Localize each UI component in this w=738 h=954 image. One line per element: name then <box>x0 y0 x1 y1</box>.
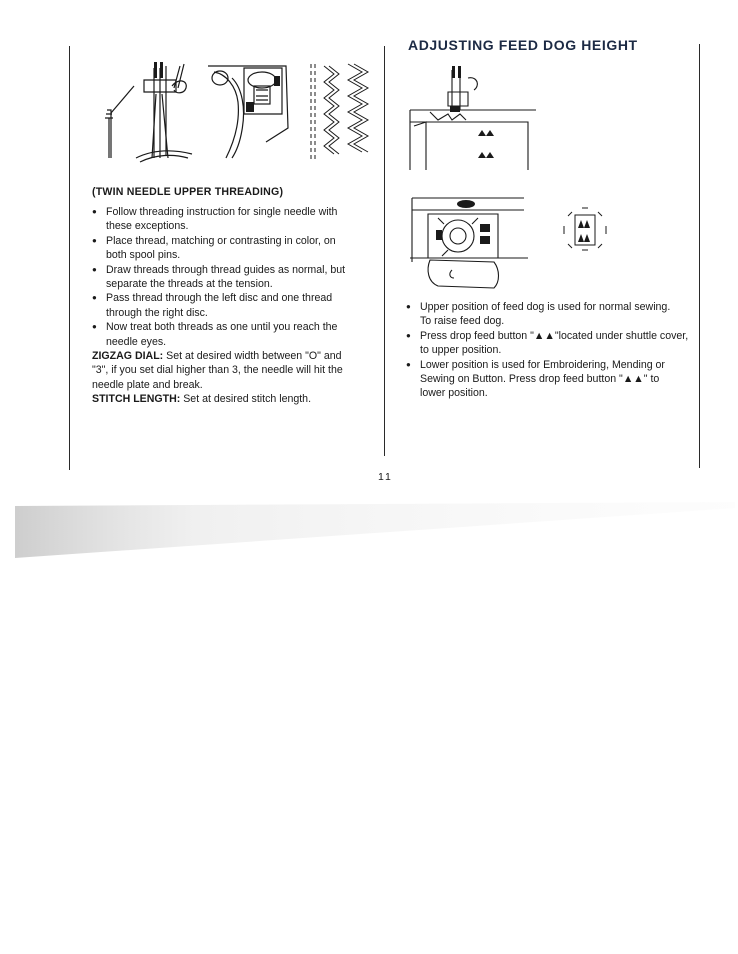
zigzag-dial-text-2: "3", if you set dial higher than 3, the needle will hit the <box>92 364 343 377</box>
bullet-line: Sewing on Button. Press drop feed button "▲▲" to <box>420 373 660 386</box>
twin-needle-bullet-list <box>92 205 377 349</box>
bullet-line: lower position. <box>420 387 488 400</box>
stitch-length-paragraph <box>92 392 377 406</box>
stitch-length-label: STITCH LENGTH: <box>92 393 181 406</box>
bullet-line: Pass thread through the left disc and one thread <box>106 292 333 305</box>
list-item <box>92 234 377 263</box>
twin-needle-illustration <box>96 58 376 168</box>
bullet-line: through the right disc. <box>106 306 208 319</box>
list-item <box>406 329 698 358</box>
list-item <box>92 263 377 292</box>
bullet-line: Place thread, matching or contrasting in color, on <box>106 234 336 247</box>
right-margin-rule <box>699 44 700 468</box>
feed-dog-instructions <box>406 300 698 401</box>
feed-dog-bullet-list <box>406 300 698 401</box>
bullet-line: these exceptions. <box>106 220 189 233</box>
bullet-line: to upper position. <box>420 344 502 357</box>
zigzag-dial-paragraph <box>92 349 377 392</box>
twin-needle-instructions <box>92 205 377 407</box>
list-item <box>92 320 377 349</box>
bullet-line: both spool pins. <box>106 249 181 262</box>
left-margin-rule <box>69 46 70 470</box>
zigzag-dial-text-3: needle plate and break. <box>92 378 203 391</box>
shuttle-cover-illustration <box>408 194 538 294</box>
list-item <box>92 205 377 234</box>
feed-dog-upper-illustration <box>408 62 538 172</box>
list-item <box>406 358 698 401</box>
list-item <box>406 300 698 329</box>
twin-needle-heading: (TWIN NEEDLE UPPER THREADING) <box>92 186 284 198</box>
bullet-line: Follow threading instruction for single needle with <box>106 206 338 218</box>
bullet-line: Draw threads through thread guides as normal, but <box>106 263 346 276</box>
bullet-line: Lower position is used for Embroidering, Mending or <box>420 358 665 371</box>
bullet-line: separate the threads at the tension. <box>106 278 273 291</box>
scan-fold-shadow <box>15 498 735 578</box>
column-divider-rule <box>384 46 385 456</box>
bullet-line: Now treat both threads as one until you reach the <box>106 321 338 334</box>
stitch-length-text: Set at desired stitch length. <box>183 393 312 406</box>
bullet-line: Upper position of feed dog is used for normal sewing. <box>420 301 671 313</box>
zigzag-dial-label: ZIGZAG DIAL: <box>92 350 164 363</box>
bullet-line: needle eyes. <box>106 335 167 348</box>
section-heading-feed-dog: ADJUSTING FEED DOG HEIGHT <box>408 37 638 53</box>
drop-feed-button-closeup <box>560 206 610 252</box>
bullet-line: Press drop feed button "▲▲"located under shuttle cover, <box>420 329 689 342</box>
page-number: 11 <box>378 471 393 483</box>
list-item <box>92 291 377 320</box>
zigzag-dial-text-1: Set at desired width between "O" and <box>166 350 342 363</box>
bullet-line: To raise feed dog. <box>420 315 505 328</box>
